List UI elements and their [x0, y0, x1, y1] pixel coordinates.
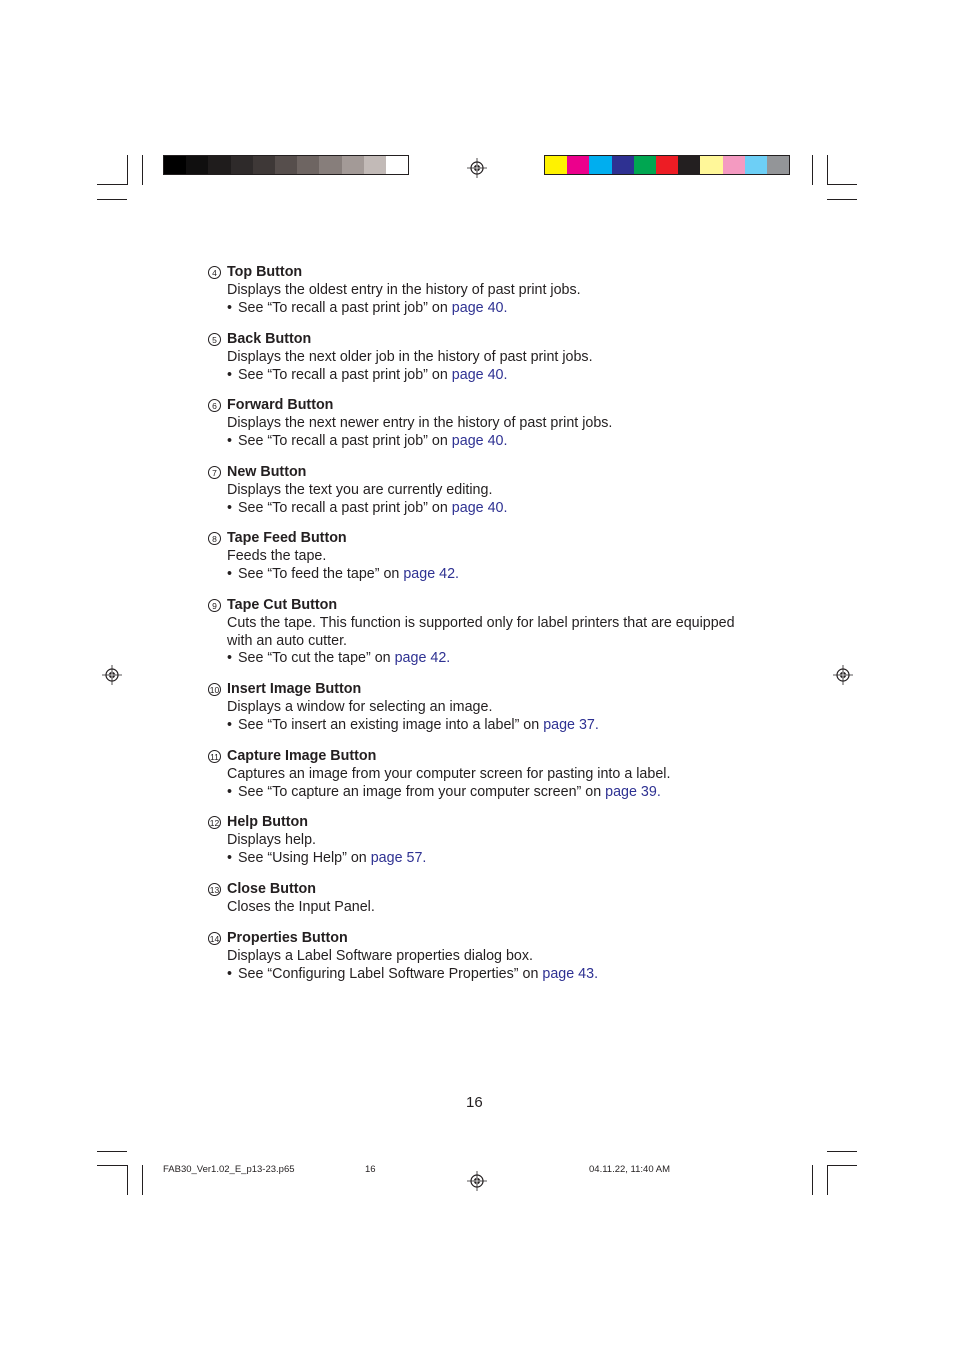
- entry-title-text: Forward Button: [227, 397, 334, 413]
- bullet-icon: •: [227, 366, 233, 383]
- circled-number-icon: 5: [208, 333, 221, 346]
- see-reference: [208, 566, 768, 584]
- color-swatch: [634, 156, 656, 174]
- footer-filename: FAB30_Ver1.02_E_p13-23.p65: [163, 1164, 295, 1175]
- see-text: See “Configuring Label Software Properties” on: [238, 965, 543, 982]
- entry-title-text: Top Button: [227, 264, 303, 280]
- color-swatch: [678, 156, 700, 174]
- entry-item: [208, 597, 768, 668]
- page-link[interactable]: page 40.: [451, 299, 508, 316]
- registration-mark-icon: [102, 665, 122, 685]
- entry-item: [208, 930, 768, 983]
- color-swatch: [745, 156, 767, 174]
- entry-title-text: Properties Button: [227, 930, 348, 946]
- process-color-bar: [544, 155, 790, 175]
- color-swatch: [767, 156, 789, 174]
- entry-title: [208, 464, 768, 482]
- see-text: See “To cut the tape” on: [238, 650, 395, 667]
- color-swatch: [612, 156, 634, 174]
- see-text: See “To recall a past print job” on: [238, 499, 452, 516]
- entry-description: Feeds the tape.: [227, 547, 327, 564]
- color-swatch: [700, 156, 722, 174]
- see-reference: [208, 500, 768, 518]
- entry-title: [208, 681, 768, 699]
- crop-mark: [97, 1151, 127, 1152]
- color-swatch: [656, 156, 678, 174]
- crop-mark: [812, 1165, 813, 1195]
- entry-title-text: Tape Feed Button: [227, 530, 347, 546]
- gray-swatch: [275, 156, 297, 174]
- entry-item: [208, 464, 768, 517]
- see-reference: [208, 300, 768, 318]
- entry-title-text: Insert Image Button: [227, 681, 362, 697]
- entry-description: Displays the oldest entry in the history of past print jobs.: [227, 281, 581, 298]
- entry-description: Displays help.: [227, 831, 316, 848]
- entry-title-text: Capture Image Button: [227, 748, 377, 764]
- entry-item: [208, 681, 768, 734]
- footer-timestamp: 04.11.22, 11:40 AM: [589, 1164, 670, 1175]
- bullet-icon: •: [227, 299, 233, 316]
- bullet-icon: •: [227, 783, 233, 800]
- see-reference: [208, 367, 768, 385]
- page-link[interactable]: page 40.: [451, 432, 508, 449]
- bullet-icon: •: [227, 499, 233, 516]
- entry-description: with an auto cutter.: [227, 632, 348, 649]
- crop-mark: [127, 1165, 128, 1195]
- circled-number-icon: 9: [208, 599, 221, 612]
- page-link[interactable]: page 42.: [394, 650, 451, 667]
- bullet-icon: •: [227, 849, 233, 866]
- entry-description: Displays a Label Software properties dialog box.: [227, 947, 533, 964]
- circled-number-icon: 10: [209, 684, 220, 695]
- entry-title: [208, 597, 768, 615]
- entry-title: [208, 748, 768, 766]
- entry-item: [208, 530, 768, 583]
- crop-mark: [827, 1151, 857, 1152]
- crop-mark: [127, 155, 128, 185]
- page-link[interactable]: page 42.: [403, 565, 459, 582]
- see-text: See “To recall a past print job” on: [238, 366, 452, 383]
- see-reference: [208, 650, 768, 668]
- entry-title-text: Close Button: [227, 881, 316, 897]
- see-text: See “To insert an existing image into a label” on: [238, 716, 544, 733]
- circled-number-icon: 11: [208, 750, 221, 763]
- gray-swatch: [253, 156, 275, 174]
- circled-number-icon: 12: [209, 817, 220, 828]
- crop-mark: [827, 155, 828, 185]
- see-text: See “To capture an image from your computer screen” on: [238, 783, 606, 800]
- circled-number-icon: 6: [208, 399, 221, 412]
- entry-item: [208, 748, 768, 801]
- bullet-icon: •: [227, 650, 233, 667]
- entry-title: [208, 530, 768, 548]
- crop-mark: [97, 1165, 127, 1166]
- circled-number-icon: 4: [208, 266, 221, 279]
- entry-item: [208, 881, 768, 917]
- entry-description: Captures an image from your computer screen for pasting into a label.: [227, 765, 671, 782]
- page-link[interactable]: page 40.: [451, 366, 508, 383]
- circled-number-icon: 14: [209, 933, 220, 944]
- entry-item: [208, 814, 768, 867]
- page-link[interactable]: page 43.: [542, 965, 599, 982]
- see-text: See “Using Help” on: [238, 849, 371, 866]
- bullet-icon: •: [227, 565, 233, 582]
- entry-title: [208, 331, 768, 349]
- circled-number-icon: 13: [209, 884, 220, 895]
- gray-swatch: [231, 156, 253, 174]
- gray-swatch: [386, 156, 408, 174]
- see-text: See “To recall a past print job” on: [238, 299, 452, 316]
- page-number: 16: [466, 1094, 483, 1111]
- crop-mark: [142, 155, 143, 185]
- registration-mark-icon: [833, 665, 853, 685]
- gray-swatch: [319, 156, 341, 174]
- entry-description: Closes the Input Panel.: [227, 898, 375, 915]
- page-link[interactable]: page 39.: [605, 783, 661, 800]
- entry-description: Displays the next newer entry in the history of past print jobs.: [227, 414, 613, 431]
- entry-description: Displays the text you are currently editing.: [227, 481, 493, 498]
- color-swatch: [589, 156, 611, 174]
- entry-item: [208, 264, 768, 317]
- color-swatch: [545, 156, 567, 174]
- entry-item: [208, 331, 768, 384]
- crop-mark: [142, 1165, 143, 1195]
- entry-title-text: Help Button: [227, 814, 308, 830]
- crop-mark: [827, 1165, 857, 1166]
- bullet-icon: •: [227, 432, 233, 449]
- entry-description: Displays the next older job in the history of past print jobs.: [227, 348, 593, 365]
- see-reference: [208, 850, 768, 868]
- footer-page: 16: [365, 1164, 376, 1175]
- see-reference: [208, 966, 768, 984]
- gray-swatch: [364, 156, 386, 174]
- see-text: See “To feed the tape” on: [238, 565, 404, 582]
- entry-title-text: New Button: [227, 464, 307, 480]
- bullet-icon: •: [227, 716, 233, 733]
- page-link[interactable]: page 37.: [543, 716, 599, 733]
- page-link[interactable]: page 57.: [370, 849, 427, 866]
- see-reference: [208, 433, 768, 451]
- crop-mark: [97, 184, 127, 185]
- page-link[interactable]: page 40.: [451, 499, 508, 516]
- gray-swatch: [186, 156, 208, 174]
- see-reference: [208, 784, 768, 802]
- entry-title: [208, 881, 768, 899]
- gray-swatch: [208, 156, 230, 174]
- entry-description: Displays a window for selecting an image.: [227, 698, 493, 715]
- crop-mark: [97, 199, 127, 200]
- color-swatch: [723, 156, 745, 174]
- gray-swatch: [297, 156, 319, 174]
- entry-description: Cuts the tape. This function is supported only for label printers that are equipped: [227, 614, 735, 631]
- entry-title: [208, 930, 768, 948]
- entry-title: [208, 814, 768, 832]
- circled-number-icon: 7: [208, 466, 221, 479]
- crop-mark: [812, 155, 813, 185]
- grayscale-color-bar: [163, 155, 409, 175]
- bullet-icon: •: [227, 965, 233, 982]
- see-reference: [208, 717, 768, 735]
- registration-mark-icon: [467, 1171, 487, 1191]
- gray-swatch: [342, 156, 364, 174]
- crop-mark: [827, 199, 857, 200]
- crop-mark: [827, 1165, 828, 1195]
- color-swatch: [567, 156, 589, 174]
- entry-title-text: Back Button: [227, 331, 312, 347]
- registration-mark-icon: [467, 158, 487, 178]
- circled-number-icon: 8: [208, 532, 221, 545]
- entry-title: [208, 264, 768, 282]
- gray-swatch: [164, 156, 186, 174]
- entry-item: [208, 397, 768, 450]
- crop-mark: [827, 184, 857, 185]
- entry-title-text: Tape Cut Button: [227, 597, 338, 613]
- see-text: See “To recall a past print job” on: [238, 432, 452, 449]
- entry-title: [208, 397, 768, 415]
